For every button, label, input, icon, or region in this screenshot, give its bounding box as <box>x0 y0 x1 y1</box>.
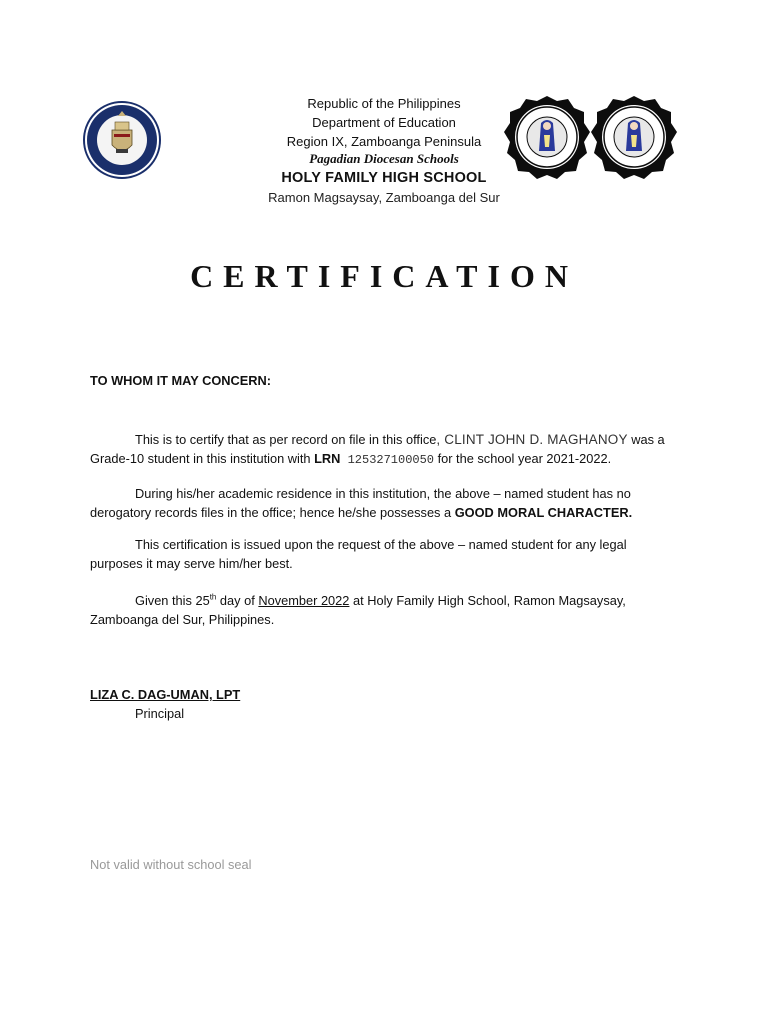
student-name: CLINT JOHN D. MAGHANOY <box>440 432 628 447</box>
diocese-line: Pagadian Diocesan Schools <box>309 151 459 166</box>
certification-paragraph: This is to certify that as per record on file in this office, CLINT JOHN D. MAGHANOY was a Grade-10 student in this institution with LRN 125327100050 for the school year 2021-2022. <box>90 432 665 467</box>
signatory-role: Principal <box>135 706 185 721</box>
school-address: Ramon Magsaysay, Zamboanga del Sur <box>268 190 500 205</box>
given-paragraph: Given this 25th day of November 2022 at Holy Family High School, Ramon Magsaysay, Zamboanga del Sur, Philippines. <box>90 592 626 627</box>
region-line: Region IX, Zamboanga Peninsula <box>286 134 482 149</box>
salutation: TO WHOM IT MAY CONCERN: <box>90 373 272 388</box>
good-moral-text: GOOD MORAL CHARACTER. <box>454 505 633 520</box>
purpose-paragraph: This certification is issued upon the request of the above – named student for any legal purposes it may serve him/her best. <box>90 537 627 571</box>
document-title: CERTIFICATION <box>190 258 578 294</box>
department-line: Department of Education <box>312 115 456 130</box>
school-name: HOLY FAMILY HIGH SCHOOL <box>281 170 487 186</box>
lrn-value: 125327100050 <box>340 453 435 467</box>
issue-date: November 2022 <box>258 593 350 608</box>
moral-character-paragraph: During his/her academic residence in this institution, the above – named student has no derogatory records files in the office; hence he/she possesses a GOOD MORAL CHARACTER. <box>90 486 633 520</box>
validity-note: Not valid without school seal <box>90 857 252 872</box>
diocese-seal-icon <box>82 100 162 180</box>
letterhead <box>234 94 534 207</box>
lrn-label: LRN <box>314 451 341 466</box>
school-seal-icon <box>590 95 678 179</box>
republic-line: Republic of the Philippines <box>307 96 461 111</box>
signatory-name: LIZA C. DAG-UMAN, LPT <box>90 687 241 702</box>
school-seal-icon <box>503 95 591 179</box>
